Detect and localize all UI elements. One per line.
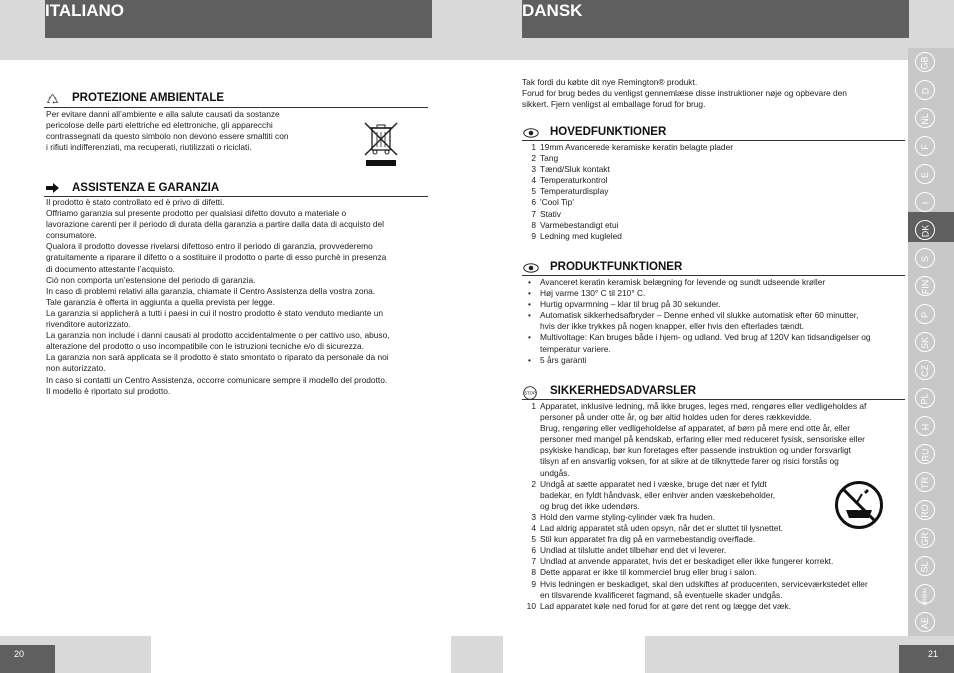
product-features-list [528, 277, 905, 366]
language-tab-label: E [919, 171, 930, 179]
list-item-number: 9 [531, 230, 536, 241]
list-item-text: Tænd/Sluk kontakt [540, 164, 610, 175]
list-item-text: Ledning med kugleled [540, 230, 622, 241]
list-item-number: 3 [531, 164, 536, 175]
list-item [531, 208, 900, 220]
list-item [531, 556, 906, 567]
warranty-section-title: ASSISTENZA E GARANZIA [72, 182, 220, 194]
list-item-text: Stil kun apparatet fra dig på en varmebestandig overflade. [540, 534, 756, 545]
language-tab-dk[interactable] [915, 220, 935, 240]
list-item [528, 354, 905, 366]
bullet-icon: • [528, 332, 531, 343]
left-page-header [45, 0, 432, 38]
list-item-text: Hvis ledningen er beskadiget, skal den udskiftes af producenten, serviceværkstedet eller en tilsvarende kvalificeret fagmand, så eventuelle skader undgås. [540, 578, 868, 600]
list-item [531, 401, 906, 479]
language-tab-h[interactable] [915, 416, 935, 436]
right-page-number-box [899, 645, 954, 673]
list-item-text: 'Cool Tip' [540, 197, 574, 208]
list-item-text: Automatisk sikkerhedsafbryder – Denne enhed vil slukke automatisk efter 60 minutter, hvis der ikke trykkes på nogen knapper, eller hvis den efterlades tændt. [540, 310, 859, 332]
language-tab-label: FIN [920, 279, 930, 295]
list-item-text: 19mm Avancerede keramiske keratin belagte plader [540, 142, 734, 152]
bullet-icon: • [528, 288, 531, 299]
list-item [528, 332, 905, 354]
language-tab-hr-bih[interactable] [915, 584, 935, 604]
bullet-icon: • [528, 354, 531, 365]
list-item-text: 5 års garanti [540, 354, 587, 365]
list-item-text: Lad aldrig apparatet stå uden opsyn, når det er sluttet til lysnettet. [540, 523, 784, 534]
language-tab-label: S [919, 255, 930, 263]
list-item-text: Tang [540, 153, 559, 164]
bottom-band [0, 636, 954, 673]
bullet-icon: • [528, 299, 531, 310]
eye-icon [523, 128, 539, 138]
eye-icon [523, 263, 539, 273]
no-water-bath-icon [834, 480, 884, 530]
language-tab-label: F [920, 144, 930, 150]
list-item [531, 142, 900, 153]
list-item-number: 6 [531, 545, 536, 556]
bottom-gap-right [503, 636, 645, 673]
language-tab-ru[interactable] [915, 444, 935, 464]
list-item [531, 230, 900, 242]
language-tab-label: RU [920, 448, 930, 462]
list-item-text: Varmebestandigt etui [540, 219, 619, 230]
list-item [531, 567, 906, 578]
language-tab-label: CZ [920, 365, 930, 377]
right-page-title: DANSK [522, 1, 583, 20]
list-item-number: 5 [531, 186, 536, 197]
list-item-number: 4 [531, 175, 536, 186]
language-tab-label: P [919, 311, 930, 319]
language-tab-d[interactable] [915, 80, 935, 100]
language-tab-label: GB [919, 56, 930, 70]
language-tab-ae[interactable] [915, 612, 935, 632]
language-tab-gr[interactable] [915, 528, 935, 548]
language-tab-label: AE [919, 616, 930, 630]
arrow-right-icon [46, 183, 59, 193]
list-item-text: Lad apparatet køle ned forud for at gøre det rent og lægge det væk. [540, 600, 791, 611]
list-item-number: 6 [531, 197, 536, 208]
list-item-text: Stativ [540, 208, 561, 219]
right-page-header [522, 0, 909, 38]
main-features-list [531, 142, 900, 242]
left-page-title: ITALIANO [45, 1, 125, 20]
list-item-number: 7 [531, 208, 536, 219]
env-section-text: Per evitare danni all’ambiente e alla salute causati da sostanze pericolose delle parti elettriche ed elettroniche, gli apparecchi contrassegnati da questo simbolo non devono essere smaltiti con i rifiuti indifferenziati, ma recuperati, riutilizzati o riciclati. [46, 109, 289, 153]
list-item-number: 3 [531, 511, 536, 522]
list-item-text: Temperaturdisplay [540, 186, 609, 197]
language-tab-label: SL [919, 561, 930, 573]
env-section-title: PROTEZIONE AMBIENTALE [72, 92, 225, 104]
left-page-number: 20 [14, 649, 25, 659]
list-item-number: 2 [531, 478, 536, 489]
language-tab-label: H [920, 423, 930, 431]
language-tab-sk[interactable] [915, 332, 935, 352]
env-section-rule [44, 107, 428, 108]
language-tab-cz[interactable] [915, 360, 935, 380]
list-item [531, 534, 906, 545]
list-item-text: Undlad at tilslutte andet tilbehør end det vi leverer. [540, 545, 727, 556]
list-item-number: 9 [531, 578, 536, 589]
stop-icon-label: STOP [524, 390, 536, 396]
language-tab-sl[interactable] [915, 556, 935, 576]
list-item-text: Undgå at sætte apparatet ned i væske, bruge det nær et fyldt badekar, en fyldt håndvask, eller enhver anden væskebeholder, og brug det ikke udendørs. [540, 478, 776, 511]
weee-bin-icon [362, 122, 400, 168]
list-item [531, 175, 900, 186]
bottom-gap-left [151, 636, 451, 673]
list-item-number: 5 [531, 534, 536, 545]
language-tab-nl[interactable] [915, 108, 935, 128]
safety-rule [522, 399, 905, 400]
list-item-number: 1 [531, 142, 536, 152]
main-features-title: HOVEDFUNKTIONER [550, 126, 667, 138]
list-item-text: Hurtig opvarmning – klar til brug på 30 sekunder. [540, 299, 721, 310]
list-item [531, 186, 900, 197]
list-item-number: 2 [531, 153, 536, 164]
stop-icon [523, 386, 537, 400]
language-tab-label: I [919, 201, 930, 205]
main-features-rule [522, 140, 905, 141]
warranty-section-text: Il prodotto è stato controllato ed è privo di difetti. Offriamo garanzia sul presente prodotto per qualsiasi difetto dovuto a materiale o lavorazione carenti per il periodo di durata della garanzia a partire dalla data di acquisto del consumatore. Qualora il prodotto dovesse rivelarsi difettoso entro il periodo di garanzia, provvederemo gratuitamente a riparare il difetto o a sostituire il prodotto o parte di esso purchè in presenza di documento attestante l’acquisto. Ciò non comporta un’estensione del periodo di garanzia. In caso di problemi relativi alla garanzia, chiamate il Centro Assistenza della vostra zona. Tale garanzia è offerta in aggiunta a quella prevista per legge. La garanzia si applicherà a tutti i paesi in cui il nostro prodotto è stato venduto mediante un rivenditore autorizzato. La garanzia non include i danni causati al prodotto accidentalmente o per cattivo uso, abuso, alterazione del prodotto o uso incompatibile con le istruzioni tecniche e/o di sicurezza. La garanzia non sarà applicata se il prodotto è stato smontato o riparato da personale da noi non autorizzato. In caso si contatti un Centro Assistenza, occorre comunicare sempre il modello del prodotto. Il modello è riportato sul prodotto. [46, 197, 390, 396]
list-item-number: 10 [526, 600, 536, 611]
list-item-text: Undlad at anvende apparatet, hvis det er beskadiget eller ikke fungerer korrekt. [540, 556, 834, 567]
language-tab-f[interactable] [915, 136, 935, 156]
language-tab-ro[interactable] [915, 500, 935, 520]
right-page-number: 21 [928, 649, 939, 659]
safety-title: SIKKERHEDSADVARSLER [550, 385, 697, 397]
list-item [531, 578, 906, 601]
language-tab-s[interactable] [915, 248, 935, 268]
list-item [531, 164, 900, 175]
bullet-icon: • [528, 277, 531, 287]
bullet-icon: • [528, 310, 531, 321]
language-tab-label: DK [919, 224, 930, 238]
language-tab-label: HR/BIH [921, 588, 928, 606]
list-item [526, 600, 906, 612]
language-tab-label: RO [920, 504, 930, 518]
language-tab-p[interactable] [915, 304, 935, 324]
product-features-rule [522, 275, 905, 276]
language-tab-pl[interactable] [915, 388, 935, 408]
language-tab-i[interactable] [915, 192, 935, 212]
list-item-text: Høj varme 130° C til 210° C. [540, 288, 646, 299]
list-item-text: Multivoltage: Kan bruges både i hjem- og udland. Ved brug af 120V kan tidsandigelser og temperatur variere. [540, 332, 871, 354]
language-tab-label: GR [920, 532, 930, 546]
language-tab-label: D [920, 87, 930, 95]
list-item-number: 1 [531, 401, 536, 411]
language-tab-gb[interactable] [915, 52, 935, 72]
list-item [528, 299, 905, 310]
language-tab-label: PL [919, 393, 930, 405]
language-tab-tr[interactable] [915, 472, 935, 492]
language-tab-label: TR [920, 477, 930, 489]
language-tab-label: NL [919, 113, 930, 125]
list-item [528, 277, 905, 288]
list-item-number: 7 [531, 556, 536, 567]
recycle-icon [46, 93, 59, 105]
language-tab-e[interactable] [915, 164, 935, 184]
product-features-title: PRODUKTFUNKTIONER [550, 261, 683, 273]
left-page-number-box [0, 645, 55, 673]
list-item-text: Temperaturkontrol [540, 175, 608, 186]
list-item [531, 197, 900, 208]
list-item-text: Hold den varme styling-cylinder væk fra huden. [540, 511, 716, 522]
list-item-number: 4 [531, 523, 536, 534]
language-tab-label: SK [919, 336, 930, 350]
list-item [531, 545, 906, 556]
intro-text: Tak fordi du købte dit nye Remington® produkt. Forud for brug bedes du venligst gennemlæse disse instruktioner nøje og opbevare den sikkert. Fjern venligst al emballage forud for brug. [522, 77, 847, 110]
language-tab-fin[interactable] [915, 276, 935, 296]
list-item [531, 153, 900, 164]
list-item [528, 310, 905, 332]
list-item-text: Avanceret keratin keramisk belægning for levende og sundt udseende krøller [540, 277, 826, 287]
list-item-text: Apparatet, inklusive ledning, må ikke bruges, leges med, rengøres eller vedligeholdes af personer på under otte år, og bør altid holdes uden for deres rækkevidde. Brug, rengøring eller vedligeholdelse af apparatet, af børn på mere end otte år, eller personer med mangel på kendskab, erfaring eller med reduceret fysisk, sensoriske eller psykiske handicap, bør kun foretages efter passende instruktion og under forsvarligt tilsyn af en ansvarlig voksen, for at sikre at de tilknyttede farer og risici forstås og undgås. [540, 401, 867, 478]
list-item [531, 219, 900, 231]
list-item-number: 8 [531, 219, 536, 230]
list-item-text: Dette apparat er ikke til kommerciel brug eller brug i salon. [540, 567, 757, 578]
list-item-number: 8 [531, 567, 536, 578]
list-item [528, 288, 905, 299]
